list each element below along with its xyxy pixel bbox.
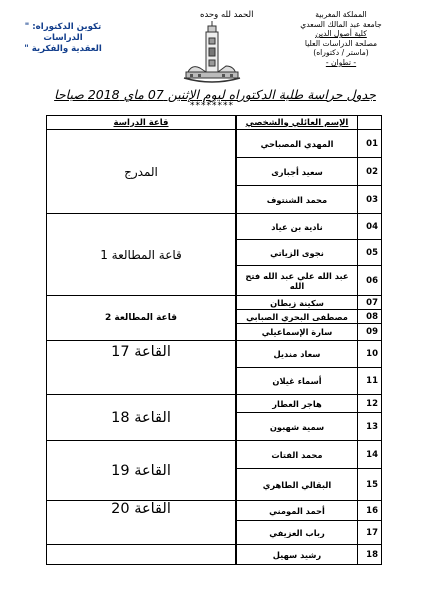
student-name: سارة الإسماعيلي [237,324,358,341]
header-num [358,116,382,130]
header-room: قاعة الدراسة [47,116,236,130]
program-line-2: العقدية والفكرية " [24,44,102,54]
student-name: هاجر العطار [237,395,358,413]
student-name: مصطفى البحري الصبابي [237,310,358,324]
row-number: 17 [358,521,382,545]
row-number: 11 [358,368,382,395]
row-number: 16 [358,501,382,521]
row-number: 08 [358,310,382,324]
table-header-row [47,116,382,130]
room-cell [47,545,236,565]
row-number: 14 [358,441,382,469]
page-title: جدول حراسة طلبة الدكتوراه ليوم الإثنين 07 ماي 2018 صباحا [54,87,376,102]
faculty-logo [180,20,242,90]
student-name: محمد الفتات [237,441,358,469]
student-name: سعاد منديل [237,341,358,368]
table-row [47,214,382,240]
header-service: مصلحة الدراسات العليا [304,38,378,48]
table-row [47,545,382,565]
room-cell [47,130,236,214]
spacer [236,545,237,565]
header-kingdom: المملكة المغربية [315,10,367,19]
room-cell [47,341,236,395]
header-names: الإسم العائلي والشخصي [237,116,358,130]
room-label: القاعة 18 [111,409,171,426]
header-university: جامعة عبد المالك السعدي [300,19,382,29]
row-number: 18 [358,545,382,565]
room-label: قاعة المطالعة 2 [105,313,177,323]
doctorate-program-label [4,22,122,55]
room-cell [47,296,236,341]
student-name: سكينة زيطان [237,296,358,310]
student-name: رباب العزيفي [237,521,358,545]
header-program: (ماستر / دكتوراه) [313,48,369,58]
student-name: المهدي المصباحي [237,130,358,158]
student-name: عبد الله علي عبد الله فتح الله [237,266,358,296]
row-number: 03 [358,186,382,214]
student-name: محمد الشنتوف [237,186,358,214]
row-number: 10 [358,341,382,368]
row-number: 05 [358,240,382,266]
row-number: 04 [358,214,382,240]
invocation-text: الحمد لله وحده [200,10,254,20]
student-name: سمية شهبون [237,413,358,441]
header-spacer [236,116,237,130]
student-name: أحمد المومني [237,501,358,521]
row-number: 13 [358,413,382,441]
row-number: 12 [358,395,382,413]
room-label: قاعة المطالعة 1 [100,247,182,262]
row-number: 07 [358,296,382,310]
table-row [47,501,382,521]
row-number: 06 [358,266,382,296]
room-cell [47,441,236,501]
room-label: المدرج [124,164,158,179]
header-city: - تطوان - [325,57,357,67]
row-number: 02 [358,158,382,186]
header-faculty: كلية أصول الدين [315,29,367,39]
room-label: القاعة 17 [111,344,171,360]
table-row [47,130,382,158]
student-name: أسماء غيلان [237,368,358,395]
student-name: البقالي الطاهري [237,469,358,501]
room-label: القاعة 19 [111,462,171,479]
room-cell [47,214,236,296]
table-row [47,341,382,368]
table-row [47,296,382,310]
table-row [47,395,382,413]
institution-header [266,10,416,68]
student-name: نادية بن عياد [237,214,358,240]
student-name: سعيد أجبارى [237,158,358,186]
program-line-1: تكوين الدكتوراه: " الدراسات [24,22,102,43]
table-row [47,441,382,469]
row-number: 15 [358,469,382,501]
schedule-table [46,115,382,565]
room-cell [47,395,236,441]
student-name: نجوى الزياتي [237,240,358,266]
student-name: رشيد سهيل [237,545,358,565]
row-number: 09 [358,324,382,341]
room-cell [47,501,236,545]
room-label: القاعة 20 [111,501,171,517]
title-separator: ******** [190,101,234,111]
row-number: 01 [358,130,382,158]
